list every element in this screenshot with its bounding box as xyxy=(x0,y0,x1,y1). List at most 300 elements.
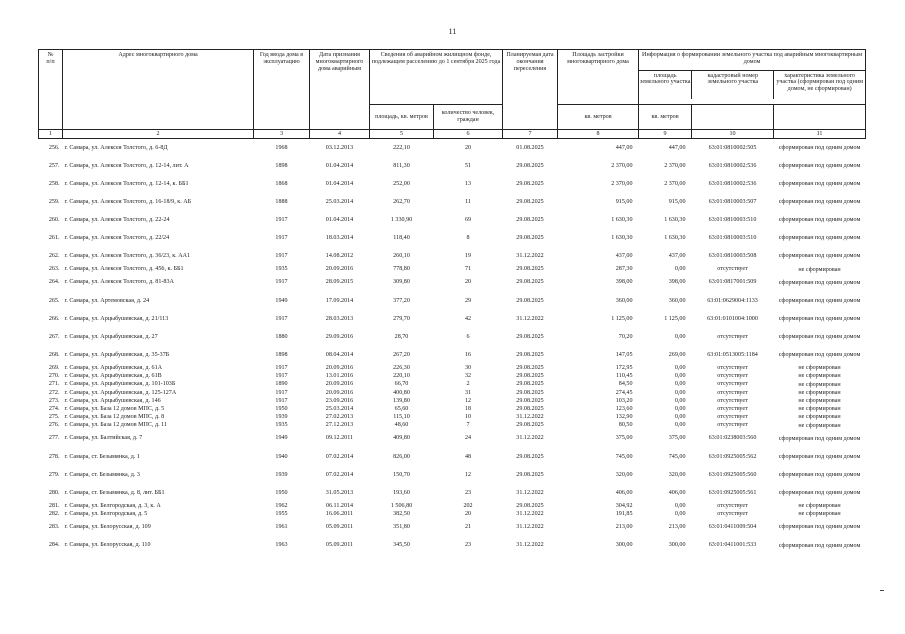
year-cell: 1939 xyxy=(275,471,288,478)
cadastral-cell: отсутствует xyxy=(717,333,748,340)
end-date-cell: 29.08.2025 xyxy=(516,180,544,187)
building-area-cell: 398,00 xyxy=(615,279,633,286)
end-date-cell: 29.08.2025 xyxy=(516,389,544,396)
building-area-cell: 110,45 xyxy=(615,373,633,380)
area-cell: 351,80 xyxy=(393,524,410,531)
building-area-cell: 745,00 xyxy=(615,453,633,460)
table-row xyxy=(39,229,866,247)
land-area-cell: 0,00 xyxy=(674,511,686,518)
area-cell: 279,70 xyxy=(393,315,410,322)
table-row xyxy=(39,248,866,266)
header-area-sqm: площадь, кв. метров xyxy=(370,105,434,130)
emergency-date-cell: 09.12.2011 xyxy=(325,435,354,442)
address-cell: г. Самара, ул. Алексея Толстого, д. 36/23, к. АА1 xyxy=(64,253,191,260)
people-cell: 19 xyxy=(464,253,472,260)
building-area-cell: 1 630,30 xyxy=(611,235,633,242)
land-area-cell: 406,00 xyxy=(668,489,686,496)
cadastral-cell: 63:01:0810002:536 xyxy=(708,162,757,169)
characteristic-cell: сформирован под одним домом xyxy=(778,235,861,242)
end-date-cell: 29.08.2025 xyxy=(516,381,544,388)
cadastral-cell: отсутствует xyxy=(717,365,748,371)
end-date-cell: 01.08.2025 xyxy=(516,144,544,151)
characteristic-cell: не сформирован xyxy=(798,422,841,429)
year-cell: 1888 xyxy=(275,198,288,205)
land-area-cell: 0,00 xyxy=(674,365,686,371)
emergency-date-cell: 14.08.2012 xyxy=(325,253,354,260)
table-row xyxy=(39,157,866,175)
area-cell: 193,60 xyxy=(393,489,410,496)
emergency-date-cell: 20.09.2016 xyxy=(325,266,354,273)
year-cell: 1917 xyxy=(275,315,288,322)
table-row xyxy=(39,310,866,328)
area-cell: 28,70 xyxy=(394,333,409,340)
address-cell: г. Самара, ул. Алексея Толстого, д. 45б, к. ББ1 xyxy=(64,266,184,273)
end-date-cell: 29.08.2025 xyxy=(516,333,544,340)
building-area-cell: 300,00 xyxy=(615,542,633,549)
cadastral-cell: отсутствует xyxy=(717,397,748,404)
year-cell: 1917 xyxy=(275,235,288,242)
end-date-cell: 31.12.2022 xyxy=(516,524,544,531)
people-cell: 12 xyxy=(464,397,472,404)
cadastral-cell: 63:01:0810003:508 xyxy=(708,253,757,260)
table-row xyxy=(39,484,866,502)
people-cell: 202 xyxy=(463,502,473,509)
table-row xyxy=(39,328,866,346)
address-cell: г. Самара, ул. Балтийская, д. 7 xyxy=(64,435,143,442)
address-cell: г. Самара, ул. Арцыбушевская, д. 27 xyxy=(64,333,158,340)
end-date-cell: 29.08.2025 xyxy=(516,422,544,429)
characteristic-cell: сформирован под одним домом xyxy=(778,453,861,460)
end-date-cell: 29.08.2025 xyxy=(516,373,544,380)
end-date-cell: 29.08.2025 xyxy=(516,397,544,404)
people-cell: 20 xyxy=(464,144,472,151)
table-row xyxy=(39,510,866,518)
emergency-date-cell: 27.02.2013 xyxy=(325,414,354,421)
people-cell: 12 xyxy=(464,471,472,478)
characteristic-cell: сформирован под одним домом xyxy=(778,333,861,340)
table-row xyxy=(39,193,866,211)
emergency-date-cell: 18.03.2014 xyxy=(325,235,354,242)
cadastral-cell: отсутствует xyxy=(717,414,748,421)
building-area-cell: 915,00 xyxy=(615,198,633,205)
table-row xyxy=(39,373,866,381)
people-cell: 42 xyxy=(464,315,472,322)
area-cell: 409,80 xyxy=(393,435,410,442)
year-cell: 1898 xyxy=(275,162,288,169)
row-number: 283. xyxy=(48,524,60,531)
page-number: 11 xyxy=(448,27,457,36)
address-cell: г. Самара, ул. Алексея Толстого, д. 12-14, лит. А xyxy=(64,162,189,169)
table-row xyxy=(39,139,866,158)
row-number: 270. xyxy=(48,373,60,380)
address-cell: г. Самара, ул. Белорусская, д. 109 xyxy=(64,524,151,531)
area-cell: 260,10 xyxy=(393,253,410,260)
emergency-date-cell: 07.02.2014 xyxy=(325,453,354,460)
building-area-cell: 147,05 xyxy=(615,351,633,358)
cadastral-cell: отсутствует xyxy=(717,266,748,273)
emergency-housing-table xyxy=(38,49,866,555)
end-date-cell: 31.12.2022 xyxy=(516,489,544,496)
table-row xyxy=(39,397,866,405)
year-cell: 1940 xyxy=(275,453,288,460)
row-number: 262. xyxy=(48,253,60,260)
row-number: 269. xyxy=(48,365,60,371)
land-area-cell: 915,00 xyxy=(668,198,686,205)
row-number: 265. xyxy=(48,297,60,304)
people-cell: 48 xyxy=(464,453,472,460)
margin-mark xyxy=(880,590,884,591)
header-cadastral-number: кадастровый номер земельного участка xyxy=(692,71,774,99)
table-row xyxy=(39,466,866,484)
people-cell: 29 xyxy=(464,297,472,304)
emergency-date-cell: 29.09.2016 xyxy=(325,333,354,340)
building-area-cell: 320,00 xyxy=(615,471,633,478)
year-cell: 1917 xyxy=(275,373,288,380)
row-number: 256. xyxy=(48,144,60,151)
land-area-cell: 0,00 xyxy=(674,422,686,429)
area-cell: 139,80 xyxy=(393,397,410,404)
people-cell: 18 xyxy=(464,405,472,412)
end-date-cell: 29.08.2025 xyxy=(516,279,544,286)
cadastral-cell: 63:01:0810003:510 xyxy=(708,217,757,224)
area-cell: 267,20 xyxy=(393,351,410,358)
table-row xyxy=(39,430,866,448)
building-area-cell: 375,00 xyxy=(615,435,633,442)
area-cell: 252,00 xyxy=(393,180,410,187)
people-cell: 21 xyxy=(464,524,472,531)
cadastral-cell: 63:01:0925005:561 xyxy=(708,489,757,496)
row-number: 257. xyxy=(48,162,60,169)
people-cell: 24 xyxy=(464,435,472,442)
characteristic-cell: сформирован под одним домом xyxy=(778,489,861,496)
people-cell: 20 xyxy=(464,511,472,518)
characteristic-cell: сформирован под одним домом xyxy=(778,297,861,304)
characteristic-cell: сформирован под одним домом xyxy=(778,181,861,188)
people-cell: 11 xyxy=(465,198,471,205)
cadastral-cell: отсутствует xyxy=(717,381,748,388)
people-cell: 13 xyxy=(464,180,472,187)
land-area-cell: 398,00 xyxy=(668,279,686,286)
end-date-cell: 31.12.2022 xyxy=(516,511,544,518)
building-area-cell: 274,45 xyxy=(615,389,633,396)
emergency-date-cell: 31.05.2013 xyxy=(325,489,354,496)
header-emergency-date: Дата признания многоквартирного дома аварийным xyxy=(310,50,370,130)
characteristic-cell: не сформирован xyxy=(798,373,841,380)
building-area-cell: 2 370,00 xyxy=(611,180,633,187)
cadastral-cell: 63:01:0810002:536 xyxy=(708,180,757,187)
area-cell: 262,70 xyxy=(393,198,410,205)
emergency-date-cell: 17.09.2014 xyxy=(325,297,354,304)
land-area-cell: 375,00 xyxy=(668,435,686,442)
year-cell: 1880 xyxy=(275,333,288,340)
cadastral-cell: 63:01:0513005:1184 xyxy=(707,351,758,358)
land-area-cell: 447,00 xyxy=(668,144,686,151)
area-cell: 66,70 xyxy=(394,381,409,388)
characteristic-cell: сформирован под одним домом xyxy=(778,162,861,169)
end-date-cell: 29.08.2025 xyxy=(516,351,544,358)
characteristic-cell: сформирован под одним домом xyxy=(778,352,861,359)
row-number: 267. xyxy=(48,333,60,340)
year-cell: 1955 xyxy=(275,511,288,518)
table-row xyxy=(39,405,866,413)
end-date-cell: 31.12.2022 xyxy=(516,542,544,549)
people-cell: 32 xyxy=(464,373,472,380)
address-cell: г. Самара, ул. Алексея Толстого, д. 12-14, к. ББ1 xyxy=(64,180,189,187)
land-area-cell: 269,00 xyxy=(668,351,686,358)
row-number: 276. xyxy=(48,422,60,429)
emergency-date-cell: 01.04.2014 xyxy=(325,180,354,187)
table-row xyxy=(39,502,866,510)
building-area-cell: 1 630,30 xyxy=(611,217,633,224)
land-area-cell: 437,00 xyxy=(668,253,686,260)
table-row xyxy=(39,292,866,310)
table-row xyxy=(39,175,866,193)
col-num: 4 xyxy=(310,130,370,139)
characteristic-cell: не сформирован xyxy=(798,365,841,372)
row-number: 263. xyxy=(48,266,60,273)
table-row xyxy=(39,274,866,292)
building-area-cell: 2 370,00 xyxy=(611,162,633,169)
people-cell: 51 xyxy=(464,162,472,169)
header-address: Адрес многоквартирного дома xyxy=(63,50,254,130)
year-cell: 1949 xyxy=(275,297,288,304)
end-date-cell: 29.08.2025 xyxy=(516,162,544,169)
area-cell: 778,80 xyxy=(393,266,410,273)
building-area-cell: 437,00 xyxy=(615,253,633,260)
area-cell: 382,50 xyxy=(393,511,410,518)
cadastral-cell: 63:01:0925005:562 xyxy=(708,453,757,460)
address-cell: г. Самара, ул. Арцыбушевская, д. 146 xyxy=(64,397,161,404)
table-row xyxy=(39,346,866,364)
year-cell: 1962 xyxy=(275,502,288,509)
characteristic-cell: сформирован под одним домом xyxy=(778,435,861,442)
emergency-date-cell: 01.04.2014 xyxy=(325,162,354,169)
end-date-cell: 29.08.2025 xyxy=(516,198,544,205)
year-cell: 1890 xyxy=(275,381,288,388)
year-cell: 1935 xyxy=(275,422,288,429)
building-area-cell: 360,00 xyxy=(615,297,633,304)
row-number: 279. xyxy=(48,471,60,478)
row-number: 280. xyxy=(48,489,60,496)
cadastral-cell: 63:01:0925005:560 xyxy=(708,471,757,478)
characteristic-cell: сформирован под одним домом xyxy=(778,542,861,549)
header-building-area-group: Площадь застройки многоквартирного дома xyxy=(558,50,639,105)
col-num: 8 xyxy=(558,130,639,139)
year-cell: 1950 xyxy=(275,489,288,496)
year-cell: 1917 xyxy=(275,253,288,260)
table-row xyxy=(39,266,866,274)
address-cell: г. Самара, ул. Арцыбушевская, д. 61В xyxy=(64,373,162,380)
end-date-cell: 31.12.2022 xyxy=(516,414,544,421)
address-cell: г. Самара, ул. Алексея Толстого, д. 22/24 xyxy=(64,235,170,242)
characteristic-cell: не сформирован xyxy=(798,381,841,388)
cadastral-cell: 63:01:0101004:1000 xyxy=(707,315,758,322)
address-cell: г. Самара, ст. Безымянка, д. 8, лит. ББ1 xyxy=(64,489,165,496)
characteristic-cell: не сформирован xyxy=(798,414,841,421)
land-area-cell: 0,00 xyxy=(674,389,686,396)
address-cell: г. Самара, ул. Белорусская, д. 110 xyxy=(64,542,151,549)
year-cell: 1963 xyxy=(275,542,288,549)
table-row xyxy=(39,381,866,389)
people-cell: 23 xyxy=(464,542,472,549)
table-row xyxy=(39,211,866,229)
people-cell: 69 xyxy=(464,217,472,224)
building-area-cell: 172,95 xyxy=(615,365,633,371)
header-people-count: количество человек, граждан xyxy=(434,105,503,130)
building-area-cell: 447,00 xyxy=(615,144,633,151)
end-date-cell: 29.08.2025 xyxy=(516,266,544,273)
end-date-cell: 29.08.2025 xyxy=(516,453,544,460)
land-area-cell: 1 630,30 xyxy=(664,235,686,242)
emergency-date-cell: 25.03.2014 xyxy=(325,198,354,205)
people-cell: 2 xyxy=(466,381,470,388)
header-land-plot-title: Информация о формировании земельного участка под аварийным многоквартирным домом xyxy=(639,50,865,71)
emergency-date-cell: 07.02.2014 xyxy=(325,471,354,478)
area-cell: 400,80 xyxy=(393,389,410,396)
address-cell: г. Самара, ул. Алексея Толстого, д. 16-18/9, к. АБ xyxy=(64,198,192,205)
row-number: 278. xyxy=(48,453,60,460)
cadastral-cell: отсутствует xyxy=(717,422,748,429)
address-cell: г. Самара, ст. Безымянка, д. 1 xyxy=(64,453,140,460)
land-area-cell: 0,00 xyxy=(674,373,686,380)
area-cell: 826,00 xyxy=(393,453,410,460)
land-area-cell: 213,00 xyxy=(668,524,686,531)
emergency-date-cell: 20.09.2016 xyxy=(325,389,354,396)
year-cell: 1949 xyxy=(275,435,288,442)
year-cell: 1898 xyxy=(275,351,288,358)
header-cadastral-blank xyxy=(692,105,774,130)
land-area-cell: 0,00 xyxy=(674,381,686,388)
building-area-cell: 304,92 xyxy=(615,502,633,509)
header-year-built: Год ввода дома в эксплуатацию xyxy=(254,50,310,130)
year-cell: 1917 xyxy=(275,217,288,224)
emergency-date-cell: 16.06.2011 xyxy=(325,511,354,518)
end-date-cell: 29.08.2025 xyxy=(516,502,544,509)
table-row xyxy=(39,389,866,397)
table-row xyxy=(39,448,866,466)
building-area-cell: 191,85 xyxy=(615,511,633,518)
people-cell: 23 xyxy=(464,489,472,496)
table-row xyxy=(39,422,866,430)
address-cell: г. Самара, ул. Алексея Толстого, д. 6-8Д xyxy=(64,144,168,151)
characteristic-cell: сформирован под одним домом xyxy=(778,253,861,260)
emergency-date-cell: 03.12.2013 xyxy=(325,144,354,151)
address-cell: г. Самара, ул. Арцыбушевская, д. 125-127А xyxy=(64,389,177,396)
land-area-cell: 360,00 xyxy=(668,297,686,304)
row-number: 260. xyxy=(48,217,60,224)
col-num: 9 xyxy=(639,130,692,139)
building-area-cell: 406,00 xyxy=(615,489,633,496)
characteristic-cell: не сформирован xyxy=(798,389,841,396)
table-row xyxy=(39,364,866,372)
address-cell: г. Самара, ул. Арцыбушевская, д. 21/113 xyxy=(64,315,169,322)
col-num: 10 xyxy=(692,130,774,139)
address-cell: г. Самара, ул. База 12 домов МПС, д. 11 xyxy=(64,422,168,429)
table-row xyxy=(39,537,866,555)
area-cell: 309,80 xyxy=(393,279,410,286)
land-area-cell: 320,00 xyxy=(668,471,686,478)
year-cell: 1868 xyxy=(275,180,288,187)
characteristic-cell: не сформирован xyxy=(798,511,841,518)
col-num: 3 xyxy=(254,130,310,139)
address-cell: г. Самара, ул. Арцыбушевская, д. 101-103Б xyxy=(64,381,176,388)
characteristic-cell: не сформирован xyxy=(798,406,841,413)
area-cell: 1 330,90 xyxy=(390,217,413,224)
characteristic-cell: сформирован под одним домом xyxy=(778,144,861,151)
cadastral-cell: отсутствует xyxy=(717,373,748,380)
cadastral-cell: 63:01:0411009:504 xyxy=(708,524,757,531)
end-date-cell: 31.12.2022 xyxy=(516,253,544,260)
area-cell: 222,10 xyxy=(393,144,410,151)
col-num: 7 xyxy=(503,130,558,139)
characteristic-cell: сформирован под одним домом xyxy=(778,315,861,322)
characteristic-cell: сформирован под одним домом xyxy=(778,279,861,286)
address-cell: г. Самара, ул. База 12 домов МПС, д. 5 xyxy=(64,405,165,412)
cadastral-cell: отсутствует xyxy=(717,405,748,412)
area-cell: 65,60 xyxy=(394,405,409,412)
address-cell: г. Самара, ул. База 12 домов МПС, д. 8 xyxy=(64,414,165,421)
year-cell: 1939 xyxy=(275,414,288,421)
land-area-cell: 0,00 xyxy=(674,266,686,273)
header-housing-fund-group: Сведения об аварийном жилищном фонде, подлежащем расселению до 1 сентября 2025 года xyxy=(370,50,503,105)
building-area-cell: 1 125,00 xyxy=(611,315,633,322)
row-number: 277. xyxy=(48,435,60,442)
year-cell: 1961 xyxy=(275,524,288,531)
header-land-area: площадь земельного участка xyxy=(639,71,692,99)
row-number: 264. xyxy=(48,279,60,286)
area-cell: 115,10 xyxy=(393,414,410,421)
area-cell: 220,10 xyxy=(393,373,410,380)
year-cell: 1917 xyxy=(275,365,288,371)
row-number: 266. xyxy=(48,315,60,322)
address-cell: г. Самара, ул. Белгородская, д. 3, к. А xyxy=(64,502,161,509)
cadastral-cell: 63:01:0817001:509 xyxy=(708,279,757,286)
area-cell: 1 506,80 xyxy=(390,502,413,509)
address-cell: г. Самара, ул. Арцыбушевская, д. 35-37Б xyxy=(64,351,170,358)
area-cell: 48,60 xyxy=(394,422,409,429)
end-date-cell: 29.08.2025 xyxy=(516,365,544,371)
emergency-date-cell: 20.09.2016 xyxy=(325,365,354,371)
land-area-cell: 0,00 xyxy=(674,502,686,509)
column-number-row xyxy=(39,130,866,139)
col-num: 11 xyxy=(774,130,866,139)
area-cell: 118,40 xyxy=(393,235,410,242)
end-date-cell: 31.12.2022 xyxy=(516,435,544,442)
building-area-cell: 213,00 xyxy=(615,524,633,531)
land-area-cell: 0,00 xyxy=(674,405,686,412)
cadastral-cell: 63:01:0238003:560 xyxy=(708,435,757,442)
land-area-cell: 2 370,00 xyxy=(664,162,686,169)
year-cell: 1935 xyxy=(275,266,288,273)
emergency-date-cell: 05.09.2011 xyxy=(325,524,354,531)
area-cell: 150,70 xyxy=(393,471,410,478)
address-cell: г. Самара, ул. Алексея Толстого, д. 81-83А xyxy=(64,279,174,286)
emergency-date-cell: 27.12.2013 xyxy=(325,422,354,429)
land-area-cell: 745,00 xyxy=(668,453,686,460)
emergency-date-cell: 13.01.2016 xyxy=(325,373,354,380)
table-row xyxy=(39,413,866,421)
land-area-cell: 0,00 xyxy=(674,414,686,421)
land-area-cell: 1 125,00 xyxy=(664,315,686,322)
area-cell: 811,30 xyxy=(393,162,410,169)
year-cell: 1950 xyxy=(275,405,288,412)
header-land-characteristic: характеристика земельного участка (сформирован под одним домом, не сформирован) xyxy=(776,72,863,93)
row-number: 284. xyxy=(48,542,60,549)
row-number: 271. xyxy=(48,381,60,388)
row-number: 261. xyxy=(48,235,60,242)
end-date-cell: 29.08.2025 xyxy=(516,235,544,242)
people-cell: 16 xyxy=(464,351,472,358)
